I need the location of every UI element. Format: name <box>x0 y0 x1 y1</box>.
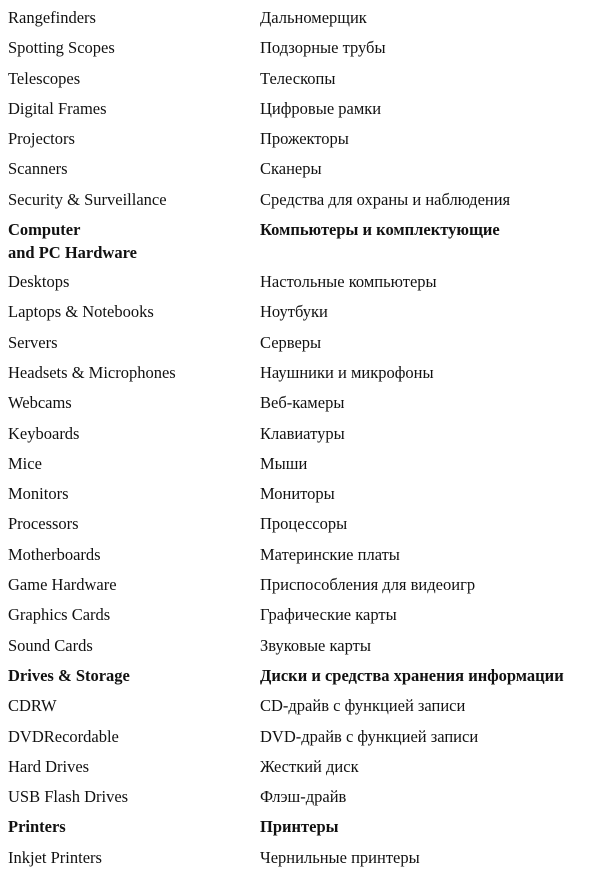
russian-term: Наушники и микрофоны <box>260 362 434 382</box>
glossary-row <box>8 388 608 418</box>
category-russian-term: Принтеры <box>260 817 339 837</box>
english-term: Motherboards <box>8 544 101 564</box>
category-english-line: Computer <box>8 220 81 240</box>
russian-term: Сканеры <box>260 159 322 179</box>
english-term: Projectors <box>8 129 75 149</box>
glossary-row <box>8 540 608 570</box>
english-term: CDRW <box>8 696 57 716</box>
english-term: Mice <box>8 453 42 473</box>
glossary-row <box>8 64 608 94</box>
english-term: Scanners <box>8 159 68 179</box>
english-term: Webcams <box>8 393 72 413</box>
glossary-table <box>8 3 608 873</box>
glossary-row <box>8 328 608 358</box>
english-term: DVDRecordable <box>8 726 119 746</box>
russian-term: Дальномерщик <box>260 8 367 27</box>
category-english-term: Drives & Storage <box>8 665 130 685</box>
russian-term: Звуковые карты <box>260 635 371 655</box>
english-term: Digital Frames <box>8 98 107 118</box>
english-term: Servers <box>8 332 58 352</box>
glossary-row <box>8 124 608 154</box>
glossary-row <box>8 449 608 479</box>
glossary-row <box>8 843 608 873</box>
russian-term: Веб-камеры <box>260 393 345 413</box>
english-term: Spotting Scopes <box>8 38 115 58</box>
glossary-row <box>8 267 608 297</box>
category-english-term <box>8 218 260 264</box>
glossary-row <box>8 185 608 215</box>
english-term: Headsets & Microphones <box>8 362 176 382</box>
glossary-row <box>8 3 608 33</box>
russian-term: Настольные компьютеры <box>260 272 437 292</box>
glossary-row <box>8 782 608 812</box>
glossary-row <box>8 94 608 124</box>
russian-term: CD-драйв с функцией записи <box>260 696 466 716</box>
english-term: USB Flash Drives <box>8 787 129 807</box>
glossary-row <box>8 154 608 184</box>
english-term: Laptops & Notebooks <box>8 302 154 322</box>
english-term: Rangefinders <box>8 8 96 27</box>
glossary-row <box>8 631 608 661</box>
russian-term: Подзорные трубы <box>260 38 386 58</box>
russian-term: Цифровые рамки <box>260 98 382 118</box>
glossary-row <box>8 479 608 509</box>
russian-term: Жесткий диск <box>260 756 359 776</box>
english-term: Security & Surveillance <box>8 189 167 209</box>
russian-term: Материнские платы <box>260 544 400 564</box>
glossary-row <box>8 752 608 782</box>
category-russian-term: Компьютеры и комплектующие <box>260 220 500 240</box>
english-term: Inkjet Printers <box>8 847 102 867</box>
russian-term: Мыши <box>260 453 308 473</box>
russian-term: Ноутбуки <box>260 302 328 322</box>
glossary-row <box>8 33 608 63</box>
english-term: Game Hardware <box>8 575 117 595</box>
russian-term: Серверы <box>260 332 322 352</box>
english-term: Processors <box>8 514 79 534</box>
russian-term: Приспособления для видеоигр <box>260 575 476 595</box>
glossary-row <box>8 297 608 327</box>
category-heading-row <box>8 661 608 691</box>
glossary-row <box>8 358 608 388</box>
glossary-row <box>8 570 608 600</box>
category-russian-term: Диски и средства хранения информации <box>260 665 564 685</box>
category-english-line: and PC Hardware <box>8 243 137 263</box>
russian-term: DVD-драйв с функцией записи <box>260 726 479 746</box>
glossary-row <box>8 691 608 721</box>
category-english-term: Printers <box>8 817 66 837</box>
russian-term: Клавиатуры <box>260 423 345 443</box>
english-term: Desktops <box>8 272 70 292</box>
russian-term: Средства для охраны и наблюдения <box>260 189 511 209</box>
glossary-row <box>8 600 608 630</box>
russian-term: Телескопы <box>260 68 336 88</box>
english-term: Keyboards <box>8 423 80 443</box>
russian-term: Флэш-драйв <box>260 787 347 807</box>
glossary-row <box>8 722 608 752</box>
russian-term: Процессоры <box>260 514 348 534</box>
glossary-row <box>8 419 608 449</box>
english-term: Graphics Cards <box>8 605 111 625</box>
russian-term: Мониторы <box>260 484 335 504</box>
russian-term: Графические карты <box>260 605 397 625</box>
english-term: Monitors <box>8 484 69 504</box>
category-heading-row <box>8 812 608 842</box>
glossary-row <box>8 509 608 539</box>
russian-term: Чернильные принтеры <box>260 847 420 867</box>
english-term: Sound Cards <box>8 635 93 655</box>
english-term: Telescopes <box>8 68 81 88</box>
category-heading-row <box>8 215 608 267</box>
russian-term: Прожекторы <box>260 129 349 149</box>
english-term: Hard Drives <box>8 756 90 776</box>
